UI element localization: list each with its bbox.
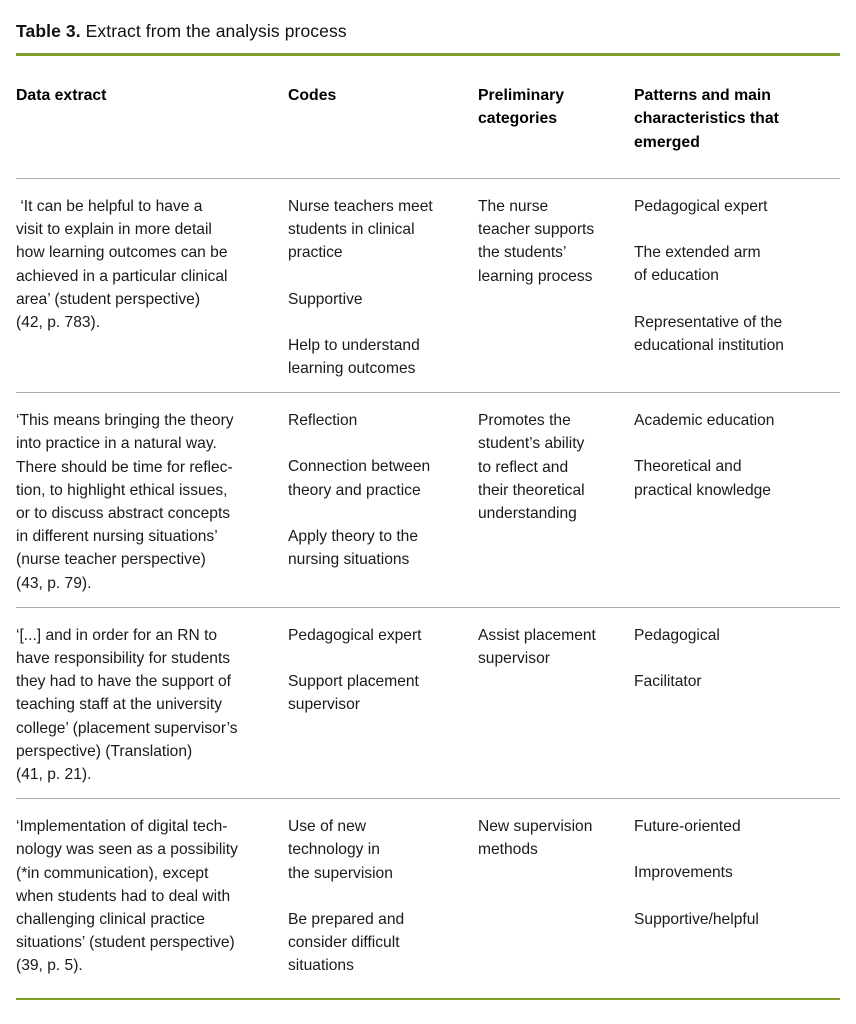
cell-line: consider difficult [288,934,400,952]
cell-line: theory and practice [288,481,421,499]
table-row [16,179,840,392]
cell-paragraph [634,195,836,218]
column-header-line: Patterns and main [634,86,771,104]
cell-paragraph [288,409,464,432]
column-header-line: emerged [634,133,700,151]
cell-paragraph [288,624,464,647]
table-row [16,393,840,607]
cell-line: Supportive/helpful [634,910,759,928]
cell-paragraph [478,409,622,525]
cell-line: teacher supports [478,221,595,239]
cell-line: the students’ [478,244,567,262]
cell-codes [288,815,478,977]
cell-line: (43, p. 79). [16,574,92,592]
cell-line: The extended arm [634,244,761,262]
cell-data-extract [16,624,288,786]
cell-line: Future-oriented [634,818,741,836]
cell-paragraph [634,624,836,647]
table-caption-label: Table 3. [16,21,81,41]
cell-line: Use of new [288,818,367,836]
cell-paragraph [288,334,464,380]
table-header-row [16,56,840,179]
cell-line: Promotes the [478,412,571,430]
cell-paragraph [288,670,464,716]
column-header-preliminary-categories [478,84,634,131]
cell-preliminary-categories [478,409,634,525]
column-header-codes [288,84,478,108]
cell-paragraph [478,815,622,861]
cell-line: supervisor [478,650,550,668]
column-header-patterns [634,84,840,155]
cell-paragraph [478,195,622,288]
cell-line: Pedagogical expert [288,626,422,644]
cell-patterns [634,409,840,502]
table-row [16,799,840,989]
cell-line: have responsibility for students [16,650,231,668]
cell-line: in different nursing situations’ [16,528,218,546]
cell-line: technology in [288,841,380,859]
cell-line: learning outcomes [288,360,416,378]
cell-line: Academic education [634,412,775,430]
cell-line: when students had to deal with [16,887,231,905]
cell-line: There should be time for reflec- [16,458,233,476]
column-header-line: characteristics that [634,110,779,127]
cell-patterns [634,624,840,693]
cell-line: The nurse [478,198,549,215]
cell-paragraph [634,409,836,432]
cell-paragraph [634,241,836,287]
cell-line: (42, p. 783). [16,314,101,332]
cell-paragraph [288,525,464,571]
cell-paragraph [634,861,836,884]
cell-line: understanding [478,505,577,523]
cell-data-extract [16,195,288,334]
cell-line: Be prepared and [288,910,405,928]
cell-line: teaching staff at the university [16,696,223,714]
cell-line: Connection between [288,458,431,476]
cell-paragraph [478,624,622,670]
cell-patterns [634,195,840,357]
cell-line: Pedagogical expert [634,198,768,215]
cell-line: methods [478,841,538,859]
cell-codes [288,195,478,380]
cell-preliminary-categories [478,195,634,288]
cell-line: nology was seen as a possibility [16,841,238,859]
cell-preliminary-categories [478,815,634,861]
cell-line: of education [634,267,719,285]
cell-line: Help to understand [288,336,420,354]
cell-line: supervisor [288,696,360,714]
cell-line: practical knowledge [634,481,771,499]
cell-line: challenging clinical practice [16,911,205,929]
cell-line: ‘This means bringing the theory [16,412,234,430]
cell-line: visit to explain in more detail [16,221,212,239]
column-header-line: Data extract [16,86,107,104]
cell-line: (39, p. 5). [16,957,83,975]
cell-line: Theoretical and [634,458,742,476]
cell-line: Reflection [288,412,358,430]
cell-line: their theoretical [478,481,585,499]
cell-line: ‘It can be helpful to have a [16,198,203,215]
cell-line: they had to have the support of [16,673,232,691]
cell-line: Apply theory to the [288,527,419,545]
cell-line: tion, to highlight ethical issues, [16,481,228,499]
cell-line: how learning outcomes can be [16,244,228,262]
cell-paragraph [634,670,836,693]
cell-data-extract [16,409,288,595]
cell-preliminary-categories [478,624,634,670]
cell-line: (nurse teacher perspective) [16,551,206,569]
cell-line: Nurse teachers meet [288,198,433,215]
cell-line: achieved in a particular clinical [16,267,228,285]
cell-codes [288,624,478,717]
cell-line: educational institution [634,336,784,354]
cell-line: ‘[...] and in order for an RN to [16,626,218,644]
column-header-line: categories [478,110,558,127]
cell-codes [288,409,478,571]
cell-paragraph [288,455,464,501]
table-bottom-rule [16,998,840,1001]
cell-paragraph [288,908,464,978]
cell-line: the supervision [288,864,393,882]
cell-line: Assist placement [478,626,596,644]
cell-line: New supervision [478,818,593,836]
cell-line: (*in communication), except [16,864,209,882]
cell-line: perspective) (Translation) [16,742,193,760]
cell-line: Pedagogical [634,626,720,644]
cell-line: Supportive [288,290,363,308]
table-caption [16,0,840,50]
cell-paragraph [634,815,836,838]
cell-line: (41, p. 21). [16,766,92,784]
cell-line: learning process [478,267,593,285]
cell-line: Facilitator [634,673,702,691]
table-row [16,608,840,798]
cell-paragraph [634,455,836,501]
cell-line: college’ (placement supervisor’s [16,719,238,737]
cell-line: into practice in a natural way. [16,435,217,453]
cell-line: practice [288,244,343,262]
cell-paragraph [288,195,464,265]
cell-line: student’s ability [478,435,585,453]
cell-line: Support placement [288,673,419,691]
cell-line: or to discuss abstract concepts [16,505,231,523]
table-body [16,179,840,990]
column-header-data-extract [16,84,288,108]
cell-data-extract [16,815,288,977]
column-header-line: Codes [288,86,337,104]
cell-paragraph [288,288,464,311]
cell-patterns [634,815,840,931]
column-header-line: Preliminary [478,86,565,104]
cell-line: students in clinical [288,221,415,239]
table-caption-text: Extract from the analysis process [80,21,347,41]
cell-paragraph [634,908,836,931]
cell-line: Improvements [634,864,733,882]
cell-line: situations’ (student perspective) [16,934,235,952]
cell-paragraph [288,815,464,885]
cell-line: to reflect and [478,458,569,476]
cell-line: Representative of the [634,313,783,331]
cell-line: area’ (student perspective) [16,290,201,308]
cell-line: ‘Implementation of digital tech- [16,818,228,836]
cell-paragraph [634,311,836,357]
cell-line: nursing situations [288,551,410,569]
cell-line: situations [288,957,354,975]
